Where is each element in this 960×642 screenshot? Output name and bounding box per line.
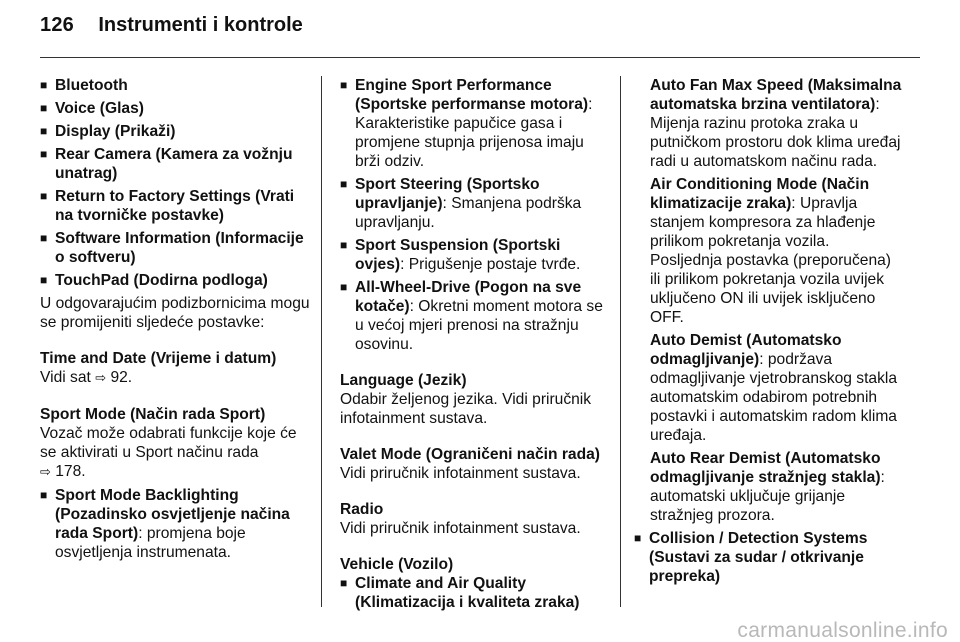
list-item-software-info: ■ Software Information (Informacije o softveru) xyxy=(40,230,304,266)
page-reference-icon: ⇨ xyxy=(95,371,107,386)
sub-item-ac-mode: Air Conditioning Mode (Način klimatizacije zraka): Upravlja stanjem kompresora za hlađenje prilikom pokretanja vozila. Posljednja postavka (preporučena) ili prilikom pokretanja vozila uvijek uključeno ON ili uvijek isključeno OFF. xyxy=(650,176,891,326)
page-reference-icon: ⇨ xyxy=(40,465,51,480)
spacer xyxy=(340,542,612,555)
radio-paragraph: Vidi priručnik infotainment sustava. xyxy=(340,520,581,537)
bullet-icon: ■ xyxy=(340,78,348,92)
list-item-factory-settings: ■ Return to Factory Settings (Vrati na tvorničke postavke) xyxy=(40,188,295,224)
spacer xyxy=(40,392,312,405)
spacer xyxy=(340,487,612,500)
language-paragraph: Odabir željenog jezika. Vidi priručnik infotainment sustava. xyxy=(340,391,592,427)
valet-paragraph: Vidi priručnik infotainment sustava. xyxy=(340,465,581,482)
page-header xyxy=(40,16,303,52)
section-heading-time: Time and Date (Vrijeme i datum) xyxy=(40,350,277,367)
header-rule xyxy=(40,57,920,58)
section-heading-valet: Valet Mode (Ograničeni način rada) xyxy=(340,446,600,463)
column-divider xyxy=(321,76,322,607)
bullet-icon: ■ xyxy=(40,189,48,203)
page-number: 126 xyxy=(40,14,74,36)
list-item-rear-camera: ■ Rear Camera (Kamera za vožnju unatrag) xyxy=(40,146,293,182)
page-title: Instrumenti i kontrole xyxy=(98,14,303,36)
page-reference: 92. xyxy=(110,369,133,386)
bullet-icon: ■ xyxy=(340,177,348,191)
spacer xyxy=(40,336,312,349)
list-item-engine-sport: ■ Engine Sport Performance (Sportske performanse motora): Karakteristike papučice gasa i promjene stupnja prijenosa imaju brži odziv. xyxy=(340,77,593,170)
bullet-icon: ■ xyxy=(340,238,348,252)
list-item-sport-steering: ■ Sport Steering (Sportsko upravljanje): Smanjena podrška upravljanju. xyxy=(340,176,582,231)
bullet-icon: ■ xyxy=(340,280,348,294)
bullet-icon: ■ xyxy=(340,576,348,590)
section-heading-sport: Sport Mode (Način rada Sport) xyxy=(40,406,266,423)
list-item-touchpad: ■ TouchPad (Dodirna podloga) xyxy=(40,272,268,289)
list-item-sport-suspension: ■ Sport Suspension (Sportski ovjes): Prigušenje postaje tvrđe. xyxy=(340,237,581,273)
list-item-voice: ■ Voice (Glas) xyxy=(40,100,144,117)
bullet-icon: ■ xyxy=(40,78,48,92)
bullet-icon: ■ xyxy=(40,101,48,115)
column-left xyxy=(40,76,312,566)
list-item-climate: ■ Climate and Air Quality (Klimatizacija i kvaliteta zraka) xyxy=(340,575,580,611)
list-item-display: ■ Display (Prikaži) xyxy=(40,123,176,140)
list-item-collision: ■ Collision / Detection Systems (Sustavi za sudar / otkrivanje prepreka) xyxy=(634,530,868,585)
bullet-icon: ■ xyxy=(634,531,642,545)
watermark: carmanualsonline.info xyxy=(737,619,948,642)
sub-item-auto-fan: Auto Fan Max Speed (Maksimalna automatska brzina ventilatora): Mijenja razinu protoka zraka u putničkom prostoru dok klima uređaj radi u automatskom načinu rada. xyxy=(650,77,902,170)
section-heading-radio: Radio xyxy=(340,501,384,518)
bullet-icon: ■ xyxy=(40,273,48,287)
bullet-icon: ■ xyxy=(40,147,48,161)
section-heading-vehicle: Vehicle (Vozilo) xyxy=(340,556,454,573)
list-item-bluetooth: ■ Bluetooth xyxy=(40,77,128,94)
list-item-awd: ■ All-Wheel-Drive (Pogon na sve kotače): Okretni moment motora se u većoj mjeri prenosi na stražnju osovinu. xyxy=(340,279,603,353)
column-divider xyxy=(620,76,621,607)
spacer xyxy=(340,432,612,445)
spacer xyxy=(340,358,612,371)
page-reference: 178. xyxy=(55,463,86,480)
column-right xyxy=(634,76,904,590)
time-paragraph: Vidi sat ⇨ 92. xyxy=(40,369,133,386)
bullet-icon: ■ xyxy=(40,488,48,502)
bullet-icon: ■ xyxy=(40,124,48,138)
column-middle xyxy=(340,76,612,616)
section-heading-language: Language (Jezik) xyxy=(340,372,467,389)
list-item-sport-backlighting: ■ Sport Mode Backlighting (Pozadinsko osvjetljenje načina rada Sport): promjena boje osvjetljenja instrumenata. xyxy=(40,487,290,561)
sport-paragraph: Vozač može odabrati funkcije koje će se aktivirati u Sport načinu rada ⇨ 178. xyxy=(40,425,297,480)
bullet-icon: ■ xyxy=(40,231,48,245)
sub-item-rear-demist: Auto Rear Demist (Automatsko odmagljivanje stražnjeg stakla): automatski uključuje grijanje stražnjeg prozora. xyxy=(650,450,885,524)
sub-item-auto-demist: Auto Demist (Automatsko odmagljivanje): podržava odmagljivanje vjetrobranskog stakla automatskim odabirom potrebnih postavki i automatskim radom klima uređaja. xyxy=(650,332,898,444)
intro-paragraph: U odgovarajućim podizbornicima mogu se promijeniti sljedeće postavke: xyxy=(40,295,310,331)
